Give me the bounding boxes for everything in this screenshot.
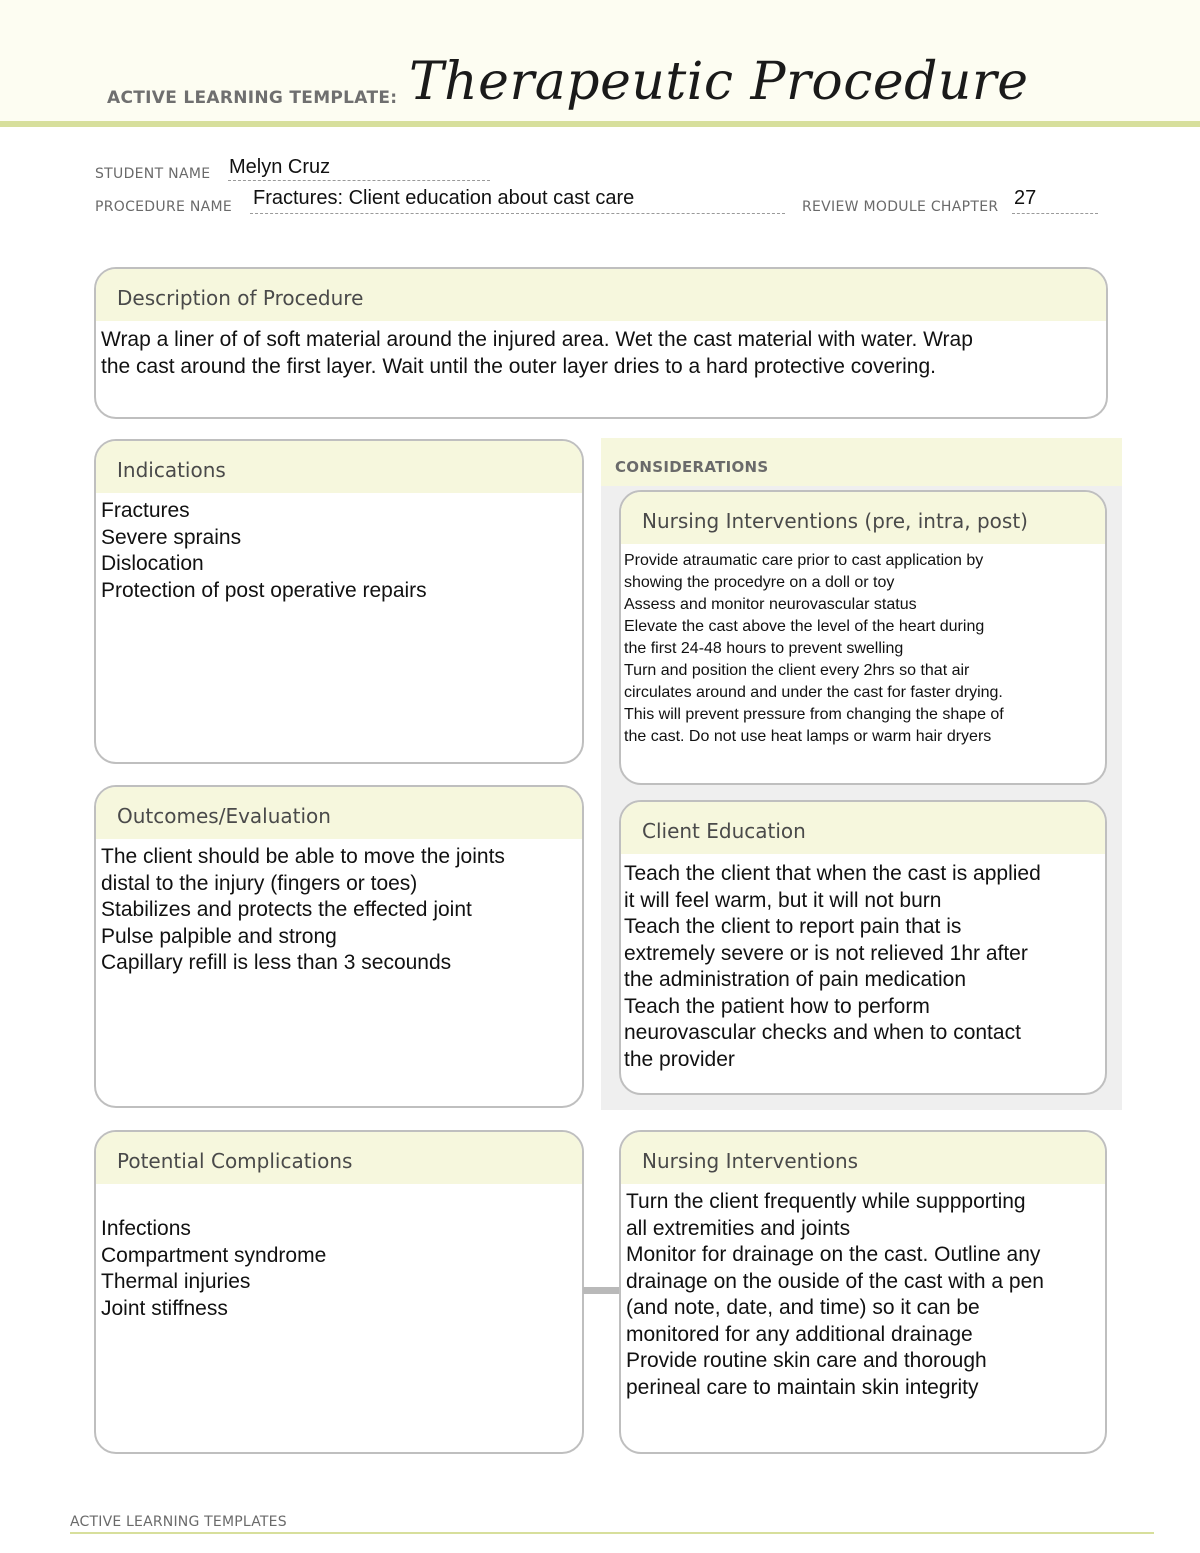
list-item: Monitor for drainage on the cast. Outline any [626,1243,1041,1266]
footer-text: ACTIVE LEARNING TEMPLATES [70,1514,287,1530]
list-item: Capillary refill is less than 3 secounds [101,951,452,974]
complications-card [94,1130,584,1454]
outcomes-body[interactable] [96,839,582,977]
complications-body[interactable] [96,1184,582,1322]
template-label: ACTIVE LEARNING TEMPLATE: [107,88,398,108]
client-education-body[interactable] [621,854,1105,1073]
list-item: drainage on the ouside of the cast with a pen [626,1269,1044,1293]
description-line: the cast around the first layer. Wait until the outer layer dries to a hard protective covering. [101,354,936,378]
procedure-name-label: PROCEDURE NAME [95,199,233,215]
list-item: Turn and position the client every 2hrs so that air [624,662,970,679]
list-item: monitored for any additional drainage [626,1322,973,1346]
review-module-value[interactable]: 27 [1014,187,1037,209]
list-item: Assess and monitor neurovascular status [624,596,917,613]
template-title: Therapeutic Procedure [409,52,1029,112]
list-item: Teach the patient how to perform [624,994,930,1018]
list-item: showing the procedyre on a doll or toy [624,574,895,591]
indications-card [94,439,584,764]
list-item: all extremities and joints [626,1216,851,1240]
nursing-interventions-card [619,1130,1107,1454]
list-item: The client should be able to move the joints [101,845,505,868]
header-divider [0,121,1200,127]
description-card [94,267,1108,419]
list-item: extremely severe or is not relieved 1hr after [624,941,1028,965]
client-education-heading: Client Education [621,802,1105,854]
list-item: Provide routine skin care and thorough [626,1349,987,1372]
list-item: Stabilizes and protects the effected joint [101,898,472,921]
procedure-name-line [250,213,785,214]
nursing-pre-body[interactable] [621,544,1105,748]
description-body[interactable] [96,321,1106,380]
list-item: Protection of post operative repairs [101,578,427,602]
considerations-label: CONSIDERATIONS [615,458,769,476]
list-item: Fractures [101,499,190,522]
list-item: distal to the injury (fingers or toes) [101,871,418,895]
student-name-value[interactable]: Melyn Cruz [229,156,331,178]
list-item: Dislocation [101,552,204,575]
list-item: the first 24-48 hours to prevent swelling [624,640,904,657]
nursing-pre-card [619,490,1107,785]
list-item: Teach the client that when the cast is applied [624,862,1041,885]
list-item: This will prevent pressure from changing the shape of [624,706,1004,723]
indications-body[interactable] [96,493,582,604]
student-name-line [228,180,490,181]
student-name-label: STUDENT NAME [95,166,211,182]
description-line: Wrap a liner of of soft material around the injured area. Wet the cast material with water. Wrap [101,328,973,351]
client-education-card [619,800,1107,1095]
list-item: the cast. Do not use heat lamps or warm hair dryers [624,728,992,745]
list-item: Teach the client to report pain that is [624,915,962,938]
review-module-line [1012,213,1098,214]
list-item: it will feel warm, but it will not burn [624,888,942,912]
list-item: Turn the client frequently while suppporting [626,1190,1026,1213]
footer-divider [70,1532,1154,1534]
nursing-pre-heading: Nursing Interventions (pre, intra, post) [621,492,1105,544]
list-item: perineal care to maintain skin integrity [626,1375,979,1399]
list-item: Joint stiffness [101,1296,228,1320]
nursing-interventions-heading: Nursing Interventions [621,1132,1105,1184]
procedure-name-value[interactable]: Fractures: Client education about cast care [253,187,635,209]
list-item: Provide atraumatic care prior to cast application by [624,552,984,569]
list-item: Pulse palpible and strong [101,924,337,948]
list-item: neurovascular checks and when to contact [624,1021,1021,1044]
list-item: Compartment syndrome [101,1243,327,1267]
list-item: (and note, date, and time) so it can be [626,1296,980,1319]
complications-heading: Potential Complications [96,1132,582,1184]
list-item: Severe sprains [101,525,242,549]
nursing-interventions-body[interactable] [621,1184,1105,1401]
list-item: circulates around and under the cast for faster drying. [624,684,1003,701]
list-item: the provider [624,1047,735,1071]
list-item: Elevate the cast above the level of the heart during [624,618,985,635]
complications-connector [583,1287,621,1294]
description-heading: Description of Procedure [96,269,1106,321]
review-module-label: REVIEW MODULE CHAPTER [802,199,999,215]
list-item: Infections [101,1217,191,1240]
indications-heading: Indications [96,441,582,493]
outcomes-card [94,785,584,1108]
list-item: the administration of pain medication [624,968,967,991]
outcomes-heading: Outcomes/Evaluation [96,787,582,839]
list-item: Thermal injuries [101,1270,251,1293]
